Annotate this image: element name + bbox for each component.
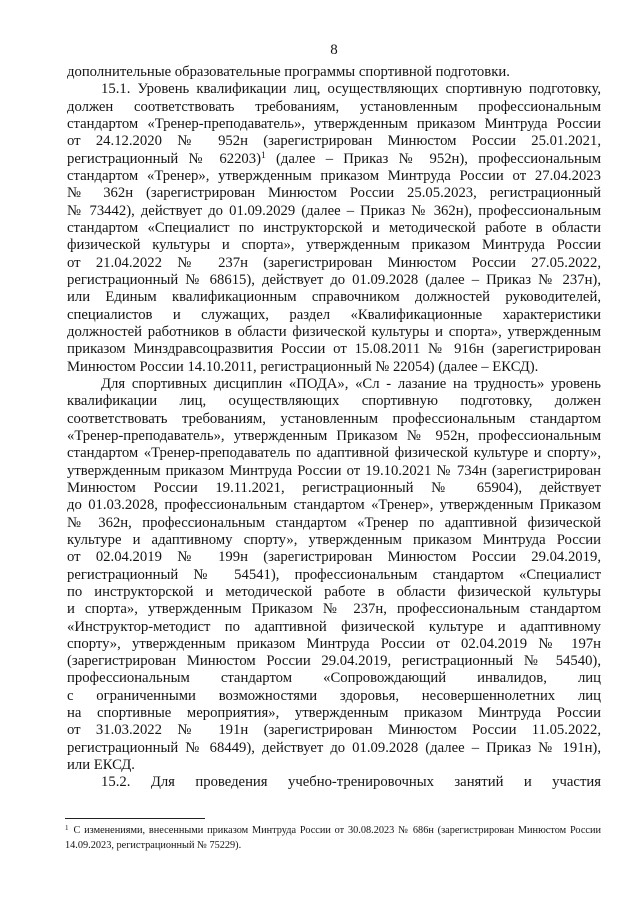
paragraph-15-2 [67, 774, 601, 791]
text-line: регистрационный № 68615), действует до 01.09.2028 (далее – Приказ № 237н), [67, 271, 601, 288]
text-line: культуре и адаптивному спорту», утвержденным приказом Минтруда России [67, 531, 601, 548]
footnote-line: 14.09.2023, регистрационный № 75229). [65, 839, 242, 851]
text-line: от 24.12.2020 № 952н (зарегистрирован Минюстом России 25.01.2021, [67, 133, 601, 150]
footnote-reference: 1 [261, 150, 266, 161]
text-line: должен соответствовать требованиям, установленным профессиональным [67, 98, 601, 115]
text-line: № 362н, профессиональным стандартом «Тренер по адаптивной физической [67, 514, 601, 531]
text-line: «Тренер-преподаватель», утвержденным Приказом № 952н, профессиональным [67, 427, 601, 444]
text-line: (зарегистрирован Минюстом России 29.04.2019, регистрационный № 54540), [67, 653, 601, 670]
text-line: стандартом «Специалист по инструкторской и методической работе в области [67, 219, 601, 236]
text-line: «Инструктор-методист по адаптивной физической культуре и адаптивному [67, 618, 601, 635]
document-body [67, 64, 601, 792]
text-line: или ЕКСД. [67, 757, 135, 774]
text-line: Минюстом России 19.11.2021, регистрационный № 65904), действует [67, 479, 601, 496]
text-line: дополнительные образовательные программы спортивной подготовки. [67, 64, 510, 80]
text-line: квалификации лиц, осуществляющих спортивную подготовку, должен [67, 393, 601, 410]
text-line: до 01.03.2028, профессиональным стандартом «Тренер», утвержденным Приказом [67, 497, 601, 514]
text-line: физической культуры и спорта», утвержденным приказом Минтруда России [67, 237, 601, 254]
text-line: утвержденным приказом Минтруда России от 19.10.2021 № 734н (зарегистрирован [67, 462, 601, 479]
text-line: Минюстом России 14.10.2011, регистрационный № 22054) (далее – ЕКСД). [67, 358, 539, 375]
text-line: от 02.04.2019 № 199н (зарегистрирован Минюстом России 29.04.2019, [67, 549, 601, 566]
text-line: профессиональным стандартом «Сопровождающий инвалидов, лиц [67, 670, 601, 687]
text-line: по инструкторской и методической работе в области физической культуры [67, 583, 601, 600]
text-line: должностей работников в области физической культуры и спорта», утвержденным [67, 323, 601, 340]
text-line: приказом Минздравсоцразвития России от 15.08.2011 № 916н (зарегистрирован [67, 341, 601, 358]
text-line: регистрационный № 54541), профессиональным стандартом «Специалист [67, 566, 601, 583]
text-line: стандартом «Тренер-преподаватель», утвержденным приказом Минтруда России [67, 115, 601, 132]
text-line: 15.1. Уровень квалификации лиц, осуществляющих спортивную подготовку, [101, 81, 601, 98]
text-line: или Единым квалификационным справочником должностей руководителей, [67, 289, 601, 306]
text-line: стандартом «Тренер», утвержденным приказом Минтруда России от 27.04.2023 [67, 167, 601, 184]
text-line: специалистов и служащих, раздел «Квалификационные характеристики [67, 306, 601, 323]
page-number: 8 [330, 42, 338, 58]
text-line: № 73442), действует до 01.09.2029 (далее – Приказ № 362н), профессиональным [67, 202, 601, 219]
footnote [65, 824, 601, 853]
text-line: от 31.03.2022 № 191н (зарегистрирован Минюстом России 11.05.2022, [67, 722, 601, 739]
footnote-text: С изменениями, внесенными приказом Минтруда России от 30.08.2023 № 686н (зарегистрирован Минюстом России [73, 825, 601, 836]
footnote-marker: 1 [65, 823, 69, 832]
footnote-line [65, 824, 601, 839]
text-segment: регистрационный № 62203) [67, 150, 262, 167]
paragraph-15-1 [67, 81, 601, 376]
text-line-with-footnote-ref [67, 151, 601, 168]
text-line: стандартом «Тренер-преподаватель по адаптивной физической культуре и спорту», [67, 445, 601, 462]
text-line: от 21.04.2022 № 237н (зарегистрирован Минюстом России 27.05.2022, [67, 254, 601, 271]
text-line: на спортивные мероприятия», утвержденным приказом Минтруда России [67, 705, 601, 722]
text-segment: (далее – Приказ № 952н), профессиональным [265, 150, 601, 167]
continuation-paragraph [67, 64, 601, 81]
paragraph-sport-disciplines [67, 376, 601, 775]
text-line: спорту», утвержденным приказом Минтруда России от 02.04.2019 № 197н [67, 635, 601, 652]
footnote-separator [65, 818, 205, 819]
text-line: и спорта», утвержденным Приказом № 237н, профессиональным стандартом [67, 601, 601, 618]
text-line: 15.2. Для проведения учебно-тренировочных занятий и участия [101, 774, 601, 791]
text-line: регистрационный № 68449), действует до 01.09.2028 (далее – Приказ № 191н), [67, 739, 601, 756]
text-line: № 362н (зарегистрирован Минюстом России 25.05.2023, регистрационный [67, 185, 601, 202]
text-line: с ограниченными возможностями здоровья, несовершеннолетних лиц [67, 687, 601, 704]
text-line: соответствовать требованиям, установленным профессиональным стандартом [67, 410, 601, 427]
text-line: Для спортивных дисциплин «ПОДА», «Сл - лазание на трудность» уровень [101, 375, 601, 392]
